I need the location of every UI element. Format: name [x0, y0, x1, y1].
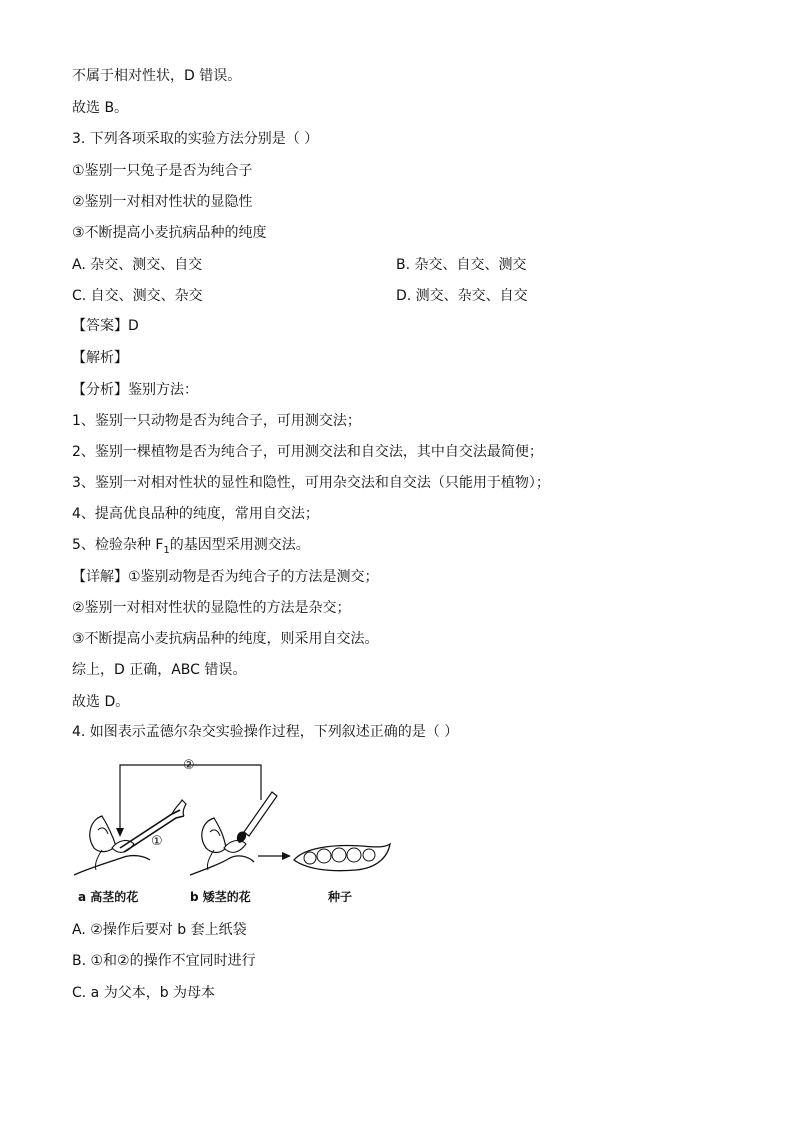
point-3: 3、鉴别一对相对性状的显性和隐性，可用杂交法和自交法（只能用于植物）；	[72, 475, 550, 491]
point-1: 1、鉴别一只动物是否为纯合子，可用测交法；	[72, 413, 361, 429]
q4-option-a: A. ②操作后要对 b 套上纸袋	[72, 922, 247, 938]
point-5-sub: 1	[163, 544, 170, 556]
q3-item-2: ②鉴别一对相对性状的显隐性	[72, 194, 253, 210]
q4-stem: 4. 如图表示孟德尔杂交实验操作过程，下列叙述正确的是（ ）	[72, 724, 459, 740]
brush-icon	[237, 792, 277, 843]
q3-option-c: C. 自交、测交、杂交	[72, 288, 203, 304]
detail-line-3: ③不断提高小麦抗病品种的纯度，则采用自交法。	[72, 631, 379, 647]
analysis-label: 【解析】	[72, 350, 128, 366]
fenxi-text: 鉴别方法：	[128, 382, 198, 398]
point-4: 4、提高优良品种的纯度，常用自交法；	[72, 506, 319, 522]
answer-value: D	[128, 318, 139, 334]
q4-option-b: B. ①和②的操作不宜同时进行	[72, 953, 256, 969]
q3-option-b: B. 杂交、自交、测交	[396, 257, 527, 273]
operation-1-label: ①	[151, 834, 163, 849]
hybridization-figure	[72, 752, 402, 910]
q3-item-1: ①鉴别一只兔子是否为纯合子	[72, 163, 253, 179]
q3-item-3: ③不断提高小麦抗病品种的纯度	[72, 225, 267, 241]
detail-label: 【详解】	[72, 569, 128, 585]
arrow-head-icon	[116, 828, 124, 837]
fenxi-line	[72, 380, 198, 400]
q3-answer	[72, 316, 139, 336]
fenxi-label: 【分析】	[72, 382, 128, 398]
q3-stem: 3. 下列各项采取的实验方法分别是（ ）	[72, 131, 319, 147]
caption-a: a 高茎的花	[78, 890, 139, 904]
hybridization-diagram	[72, 752, 402, 892]
short-flower-icon	[190, 818, 254, 875]
q4-option-c: C. a 为父本，b 为母本	[72, 985, 216, 1001]
answer-label: 【答案】	[72, 318, 128, 334]
point-5	[72, 535, 310, 561]
q3-option-d: D. 测交、杂交、自交	[396, 288, 528, 304]
prev-line-1: 不属于相对性状，D 错误。	[72, 68, 242, 84]
tall-flower-icon	[74, 816, 150, 875]
point-5-pre: 5、检验杂种 F	[72, 537, 164, 553]
point-2: 2、鉴别一棵植物是否为纯合子，可用测交法和自交法，其中自交法最简便；	[72, 444, 543, 460]
detail-text-1: ①鉴别动物是否为纯合子的方法是测交；	[128, 569, 379, 585]
detail-line-2: ②鉴别一对相对性状的显隐性的方法是杂交；	[72, 600, 351, 616]
point-5-post: 的基因型采用测交法。	[169, 537, 310, 553]
caption-seed: 种子	[328, 890, 353, 904]
q3-option-a: A. 杂交、测交、自交	[72, 257, 203, 273]
operation-2-label: ②	[183, 758, 195, 773]
prev-line-2: 故选 B。	[72, 100, 129, 116]
pea-pod-icon	[294, 844, 390, 871]
result-arrow-head-icon	[282, 852, 291, 860]
detail-line-1	[72, 567, 379, 587]
pollen-transfer-line	[120, 765, 261, 834]
caption-b: b 矮茎的花	[190, 890, 251, 904]
detail-line-4: 综上，D 正确，ABC 错误。	[72, 662, 247, 678]
detail-line-5: 故选 D。	[72, 694, 130, 710]
